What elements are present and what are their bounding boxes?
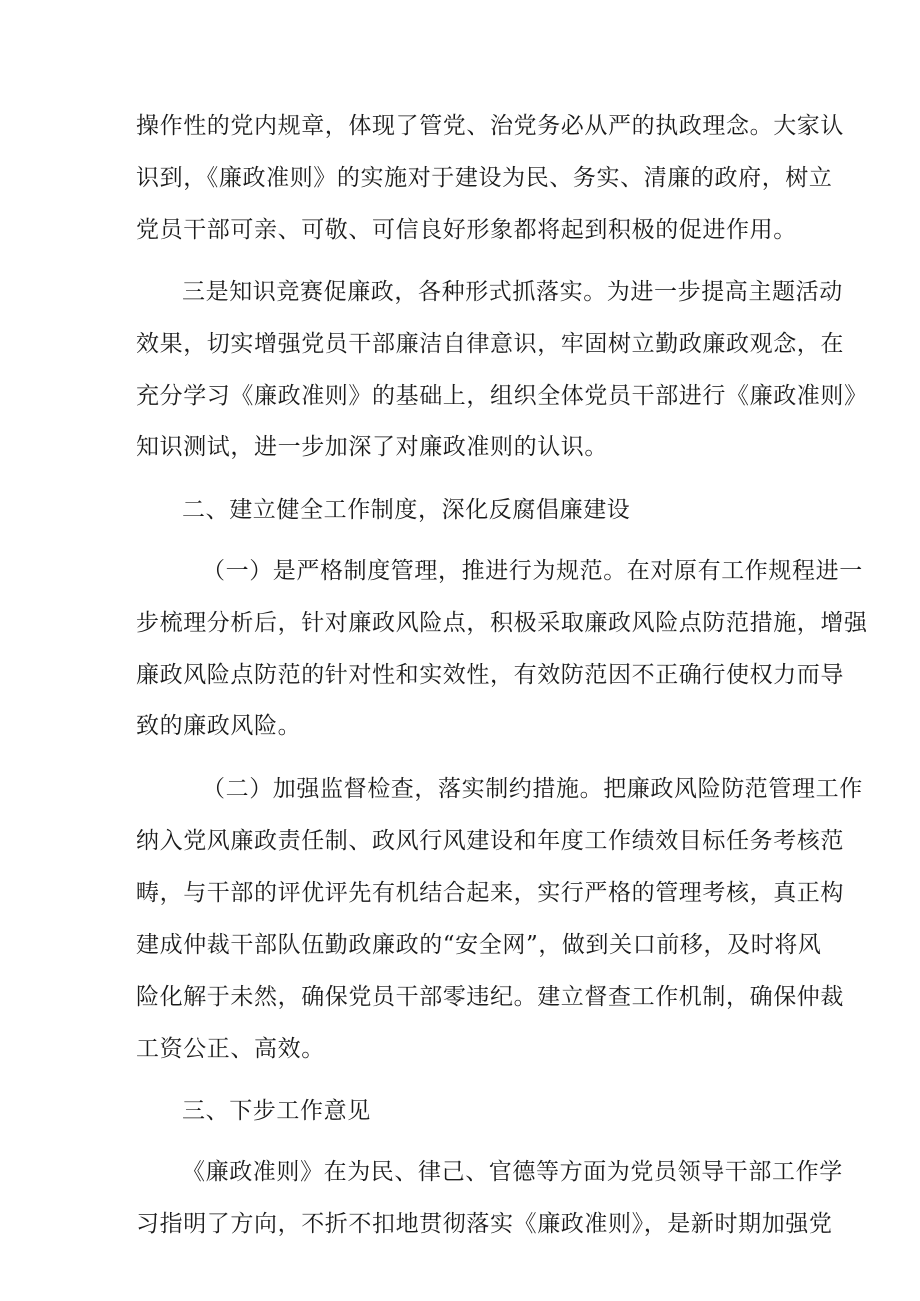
paragraph-line-18: 工资公正、高效。 — [136, 1036, 325, 1062]
paragraph-line-9: （一）是严格制度管理，推进行为规范。在对原有工作规程进一 — [202, 558, 863, 584]
paragraph-line-10: 步梳理分析后，针对廉政风险点，积极采取廉政风险点防范措施，增强 — [136, 610, 868, 636]
paragraph-line-5: 效果，切实增强党员干部廉洁自律意识，牢固树立勤政廉政观念，在 — [136, 331, 844, 357]
paragraph-line-1: 操作性的党内规章，体现了管党、治党务必从严的执政理念。大家认 — [136, 113, 844, 139]
paragraph-line-11: 廉政风险点防范的针对性和实效性，有效防范因不正确行使权力而导 — [136, 662, 844, 688]
paragraph-line-3: 党员干部可亲、可敬、可信良好形象都将起到积极的促进作用。 — [136, 217, 797, 243]
paragraph-line-14: 纳入党风廉政责任制、政风行风建设和年度工作绩效目标任务考核范 — [136, 828, 844, 854]
paragraph-line-4: 三是知识竞赛促廉政，各种形式抓落实。为进一步提高主题活动 — [182, 279, 843, 305]
section-heading-3: 三、下步工作意见 — [182, 1098, 371, 1124]
paragraph-line-2: 识到，《廉政准则》的实施对于建设为民、务实、清廉的政府，树立 — [136, 165, 833, 191]
section-heading-2: 二、建立健全工作制度，深化反腐倡廉建设 — [182, 497, 631, 523]
paragraph-line-12: 致的廉政风险。 — [136, 713, 302, 739]
paragraph-line-7: 知识测试，进一步加深了对廉政准则的认识。 — [136, 434, 608, 460]
paragraph-line-15: 畴，与干部的评优评先有机结合起来，实行严格的管理考核，真正构 — [136, 880, 844, 906]
paragraph-line-17: 险化解于未然，确保党员干部零违纪。建立督查工作机制，确保仲裁 — [136, 984, 844, 1010]
paragraph-line-21: 习指明了方向，不折不扣地贯彻落实《廉政准则》，是新时期加强党 — [136, 1211, 833, 1237]
paragraph-line-6: 充分学习《廉政准则》的基础上，组织全体党员干部进行《廉政准则》 — [136, 383, 868, 409]
paragraph-line-13: （二）加强监督检查，落实制约措施。把廉政风险防范管理工作 — [202, 776, 863, 802]
paragraph-line-20: 《廉政准则》在为民、律己、官德等方面为党员领导干部工作学 — [182, 1159, 843, 1185]
paragraph-line-16: 建成仲裁干部队伍勤政廉政的“安全网”，做到关口前移，及时将风 — [136, 932, 822, 958]
